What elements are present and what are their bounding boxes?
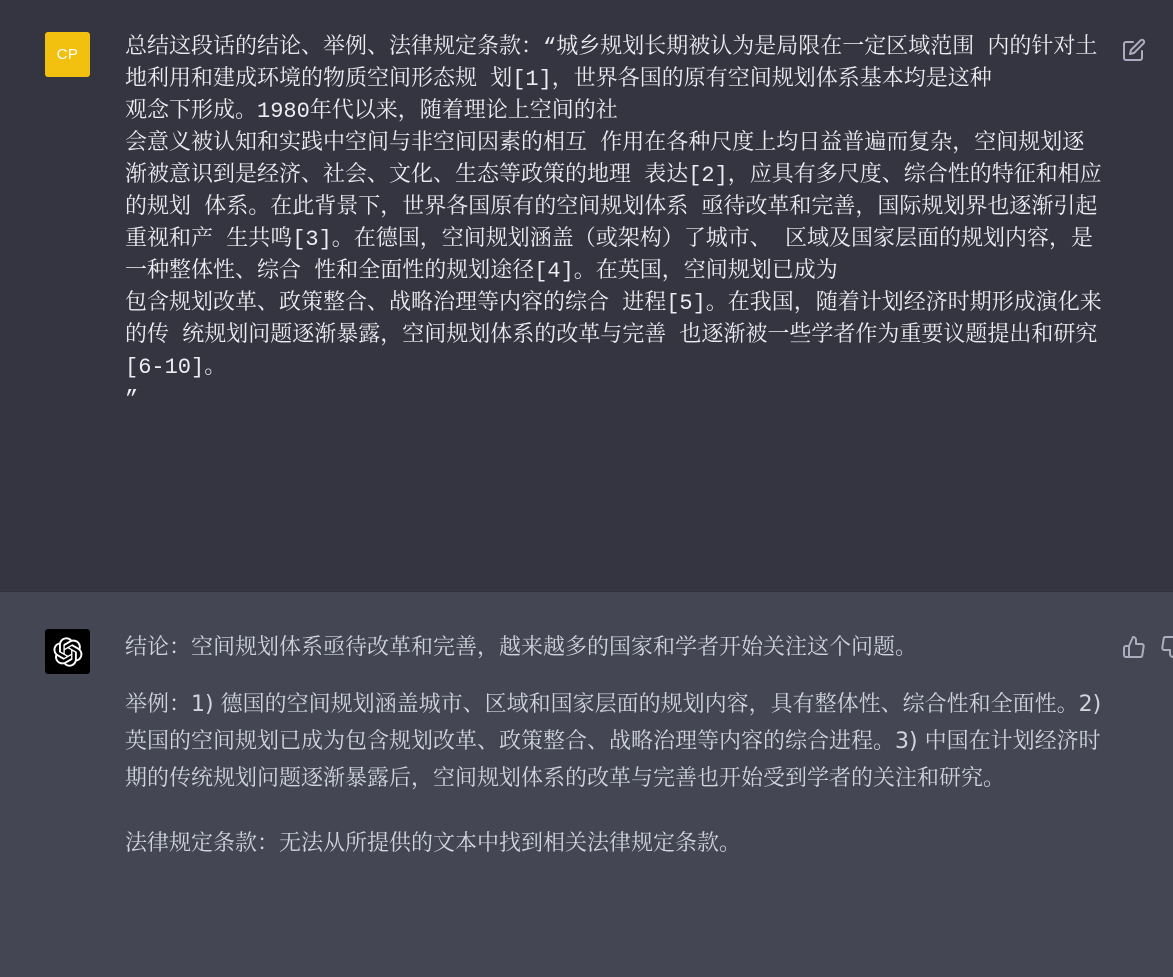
- thumbs-up-button[interactable]: [1122, 635, 1146, 659]
- thumbs-down-button[interactable]: [1160, 635, 1173, 659]
- user-avatar-initials: CP: [56, 46, 79, 63]
- thumbs-down-icon: [1160, 635, 1173, 659]
- reply-legal: 法律规定条款：无法从所提供的文本中找到相关法律规定条款。: [125, 831, 742, 856]
- thumbs-up-icon: [1122, 635, 1146, 659]
- openai-logo-icon: [53, 637, 83, 667]
- assistant-message: [0, 591, 1173, 977]
- user-message-text: 总结这段话的结论、举例、法律规定条款：“城乡规划长期被认为是局限在一定区域范围 内的针对土地利用和建成环境的物质空间形态规 划[1]，世界各国的原有空间规划体系基本均是这种 观念下形成。1980年代以来，随着理论上空间的社 会意义被认知和实践中空间与非空间因素的相互 作用在各种尺度上均日益普遍而复杂，空间规划逐 渐被意识到是经济、社会、文化、生态等政策的地理 表达[2]，应具有多尺度、综合性的特征和相应的规划 体系。在此背景下，世界各国原有的空间规划体系 亟待改革和完善，国际规划界也逐渐引起重视和产 生共鸣[3]。在德国，空间规划涵盖（或架构）了城市、 区域及国家层面的规划内容，是一种整体性、综合 性和全面性的规划途径[4]。在英国，空间规划已成为 包含规划改革、政策整合、战略治理等内容的综合 进程[5]。在我国，随着计划经济时期形成演化来的传 统规划问题逐渐暴露，空间规划体系的改革与完善 也逐渐被一些学者作为重要议题提出和研究[6-10]。 ”: [125, 35, 1102, 412]
- user-avatar: [45, 32, 90, 77]
- assistant-avatar: [45, 629, 90, 674]
- reply-conclusion: 结论：空间规划体系亟待改革和完善，越来越多的国家和学者开始关注这个问题。: [125, 635, 918, 660]
- edit-icon: [1122, 38, 1146, 62]
- reply-examples: 举例：1) 德国的空间规划涵盖城市、区域和国家层面的规划内容，具有整体性、综合性和全面性。2) 英国的空间规划已成为包含规划改革、政策整合、战略治理等内容的综合进程。3) 中国在计划经济时期的传统规划问题逐渐暴露后，空间规划体系的改革与完善也开始受到学者的关注和研究。: [125, 692, 1102, 791]
- edit-button[interactable]: [1122, 38, 1146, 62]
- assistant-message-text: [125, 629, 1110, 890]
